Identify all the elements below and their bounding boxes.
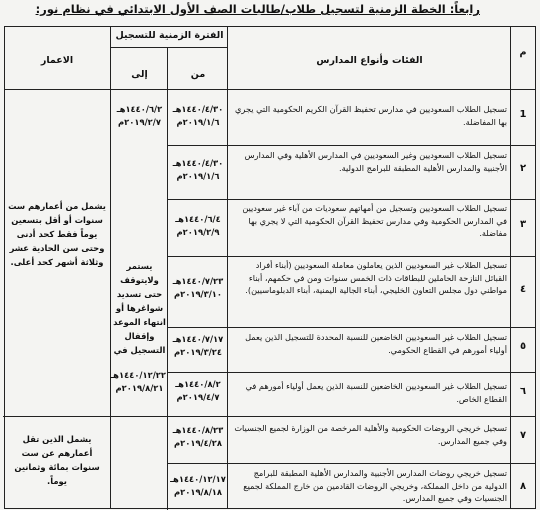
- header-ages: الاعمار: [40, 55, 74, 66]
- header-to: إلى: [131, 69, 148, 80]
- row-from-date: ١٤٤٠/٦/٤هـ ٢٠١٩/٢/٩م: [175, 214, 221, 237]
- registration-schedule-table: [4, 26, 536, 509]
- row-from-date: ١٤٤٠/١٢/١٧هـ ٢٠١٩/٨/١٨م: [170, 474, 226, 497]
- header-category: الفئات وأنواع المدارس: [316, 55, 423, 66]
- row-number: ٤: [519, 284, 527, 295]
- row-from-date: ١٤٤٠/٤/٣٠هـ ٢٠١٩/١/٦م: [172, 158, 224, 181]
- row-category: تسجيل الطلاب غير السعوديين الخاضعين للنسبة الذين يعمل أولياء أمورهم في القطاع الخاص.: [245, 381, 507, 404]
- row-number: ٣: [519, 219, 527, 230]
- row-category: تسجيل خريجي روضات المدارس الأجنبية والمدارس الأهلية المطبقة للبرامج الدولية من داخل المملكة، وخريجي الروضات القادمين من خارج المملكة لجميع الجنسيات وفي جميع المدارس.: [243, 468, 507, 503]
- row-category: تسجيل الطلاب غير السعوديين الخاضعين للنسبة المحددة للتسجيل الذين يعمل أولياء أمورهم في القطاع الحكومي.: [245, 332, 507, 355]
- document-title: رابعاً: الخطة الزمنية لتسجيل طلاب/طالبات الصف الأول الابتدائي في نظام نور:: [35, 2, 480, 16]
- ages-note-secondary: يشمل الذين تقل أعمارهم عن ست سنوات بمائة وثمانين يوماً.: [14, 434, 100, 486]
- to-continuation-note: يستمر ولايتوقف حتى تسديد شواغرها أو انتهاء الموعد وإقفال التسجيل في: [113, 261, 166, 355]
- row-from-date: ١٤٤٠/٨/٢٣هـ ٢٠١٩/٤/٢٨م: [172, 425, 224, 448]
- header-period: الفترة الزمنية للتسجيل: [115, 30, 224, 41]
- row-from-date: ١٤٤٠/٨/٢هـ ٢٠١٩/٤/٧م: [175, 379, 221, 402]
- row-from-date: ١٤٤٠/٧/٢٣هـ ٢٠١٩/٣/١٠م: [172, 276, 224, 299]
- row-number: ٦: [519, 386, 527, 397]
- row-category: تسجيل الطلاب السعوديين وغير السعوديين في المدارس الأهلية وفي المدارس الأجنبية والمدارس الأهلية المطبقة للبرامج الدولية.: [244, 150, 507, 173]
- row-from-date: ١٤٤٠/٤/٣٠هـ ٢٠١٩/١/٦م: [172, 104, 224, 127]
- to-date-top: ١٤٤٠/٦/٢هـ ٢٠١٩/٢/٧م: [116, 104, 163, 127]
- header-from: من: [190, 69, 206, 80]
- header-number: م: [519, 47, 527, 58]
- row-number: 1: [519, 109, 527, 120]
- row-category: تسجيل الطلاب السعوديين في مدارس تحفيظ القرآن الكريم الحكومية التي يجري بها المفاضلة.: [235, 104, 507, 127]
- row-category: تسجيل الطلاب السعوديين وتسجيل من أمهاتهم سعوديات من آباء غير سعوديين في المدارس الحكومية وفي مدارس تحفيظ القرآن الحكومية التي لا يجري بها مفاضلة.: [242, 203, 507, 238]
- row-category: تسجيل خريجي الروضات الحكومية والأهلية المرخصة من الوزارة لجميع الجنسيات وفي جميع المدارس.: [234, 423, 507, 446]
- ages-note-primary: يشمل من أعمارهم ست سنوات أو أقل بتسعين يوماً فقط كحد أدنى وحتى سن الحادية عشر وثلاثة أشهر كحد أعلى.: [8, 201, 106, 267]
- row-number: ٨: [519, 481, 527, 492]
- row-from-date: ١٤٤٠/٧/١٧هـ ٢٠١٩/٣/٢٤م: [172, 334, 224, 357]
- row-category: تسجيل الطلاب غير السعوديين الذين يعاملون معاملة السعوديين (أبناء أفراد القبائل النازحة الحاملين للبطاقات ذات الخمس سنوات ومن في حكمهم، أبناء مواطني دول مجلس التعاون الخليجي، أبناء الجالية اليمنية، أبناء الدبلوماسيين).: [245, 260, 507, 295]
- to-date-bottom: ١٤٤٠/١٢/٢٢هـ ٢٠١٩/٨/٢١م: [110, 370, 166, 393]
- row-number: ٧: [519, 430, 527, 441]
- row-number: ٥: [519, 341, 527, 352]
- row-number: ٢: [519, 163, 527, 174]
